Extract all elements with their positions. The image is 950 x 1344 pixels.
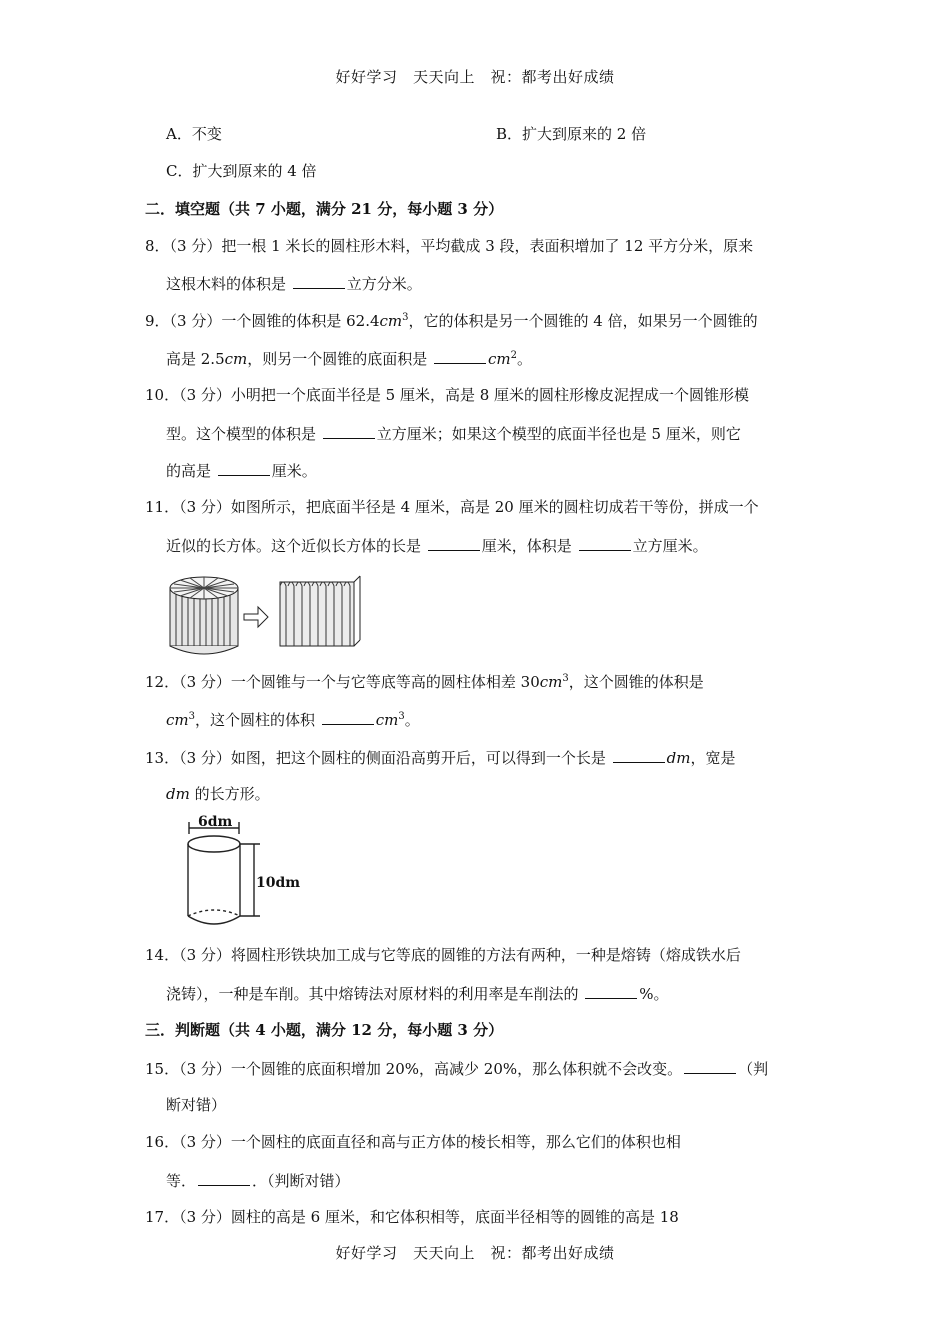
answer-blank	[218, 460, 270, 476]
q12-line1: 12．（3 分）一个圆锥与一个与它等底等高的圆柱体相差 $30cm^3$，这个圆锥的体积是	[145, 673, 704, 691]
answer-blank	[684, 1058, 736, 1074]
q10-line3: 的高是 厘米。	[166, 462, 317, 480]
q14-line1: 14．（3 分）将圆柱形铁块加工成与它等底的圆锥的方法有两种，一种是熔铸（熔成铁水后	[145, 946, 741, 964]
answer-blank	[322, 709, 374, 725]
section-fill-blank-title: 二．填空题（共 7 小题，满分 21 分，每小题 3 分）	[145, 200, 504, 218]
q9-line2: 高是 2.5cm，则另一个圆锥的底面积是 $cm^2$。	[166, 350, 533, 368]
q8-line1: 8．（3 分）把一根 1 米长的圆柱形木料，平均截成 3 段，表面积增加了 12 平方分米，原来	[145, 237, 754, 255]
q14-line2: 浇铸），一种是车削。其中熔铸法对原材料的利用率是车削法的 %。	[166, 985, 669, 1003]
q16-line2: 等． ．（判断对错）	[166, 1172, 350, 1190]
width-label: 6dm	[198, 814, 233, 830]
q13-line1: 13．（3 分）如图，把这个圆柱的侧面沿高剪开后，可以得到一个长是 dm，宽是	[145, 749, 736, 767]
page-header: 好好学习 天天向上 祝：都考出好成绩	[335, 68, 615, 86]
option-b: B．扩大到原来的 2 倍	[496, 125, 647, 143]
answer-blank	[198, 1170, 250, 1186]
q11-line2: 近似的长方体。这个近似长方体的长是 厘米，体积是 立方厘米。	[166, 537, 708, 555]
answer-blank	[613, 747, 665, 763]
answer-blank	[428, 535, 480, 551]
q17-line1: 17．（3 分）圆柱的高是 6 厘米，和它体积相等，底面半径相等的圆锥的高是 18	[145, 1208, 679, 1226]
answer-blank	[585, 983, 637, 999]
section-judgment-title: 三．判断题（共 4 小题，满分 12 分，每小题 3 分）	[145, 1021, 504, 1039]
q13-line2: dm 的长方形。	[166, 785, 270, 803]
q9-line1: 9．（3 分）一个圆锥的体积是 $62.4cm^3$，它的体积是另一个圆锥的 4 倍，如果另一个圆锥的	[145, 312, 758, 330]
q10-line2: 型。这个模型的体积是 立方厘米；如果这个模型的底面半径也是 5 厘米，则它	[166, 425, 741, 443]
answer-blank	[579, 535, 631, 551]
q15-line2: 断对错）	[166, 1096, 227, 1114]
option-a: A．不变	[166, 125, 222, 143]
option-c: C．扩大到原来的 4 倍	[166, 162, 317, 180]
cylinder-to-cuboid-figure	[160, 570, 370, 656]
q10-line1: 10．（3 分）小明把一个底面半径是 5 厘米，高是 8 厘米的圆柱形橡皮泥捏成一个圆锥形模	[145, 386, 750, 404]
q8-line2: 这根木料的体积是 立方分米。	[166, 275, 422, 293]
answer-blank	[323, 423, 375, 439]
q16-line1: 16．（3 分）一个圆柱的底面直径和高与正方体的棱长相等，那么它们的体积也相	[145, 1133, 681, 1151]
answer-blank	[434, 348, 486, 364]
answer-blank	[293, 273, 345, 289]
height-label: 10dm	[256, 875, 301, 891]
q12-line2: $cm^3$，这个圆柱的体积 $cm^3$。	[166, 711, 420, 729]
q11-line1: 11．（3 分）如图所示，把底面半径是 4 厘米，高是 20 厘米的圆柱切成若干等份，拼成一个	[145, 498, 759, 516]
page-footer: 好好学习 天天向上 祝：都考出好成绩	[335, 1244, 615, 1262]
cylinder-dimension-figure	[170, 808, 310, 930]
q15-line1: 15．（3 分）一个圆锥的底面积增加 20%，高减少 20%，那么体积就不会改变。 （判	[145, 1060, 769, 1078]
